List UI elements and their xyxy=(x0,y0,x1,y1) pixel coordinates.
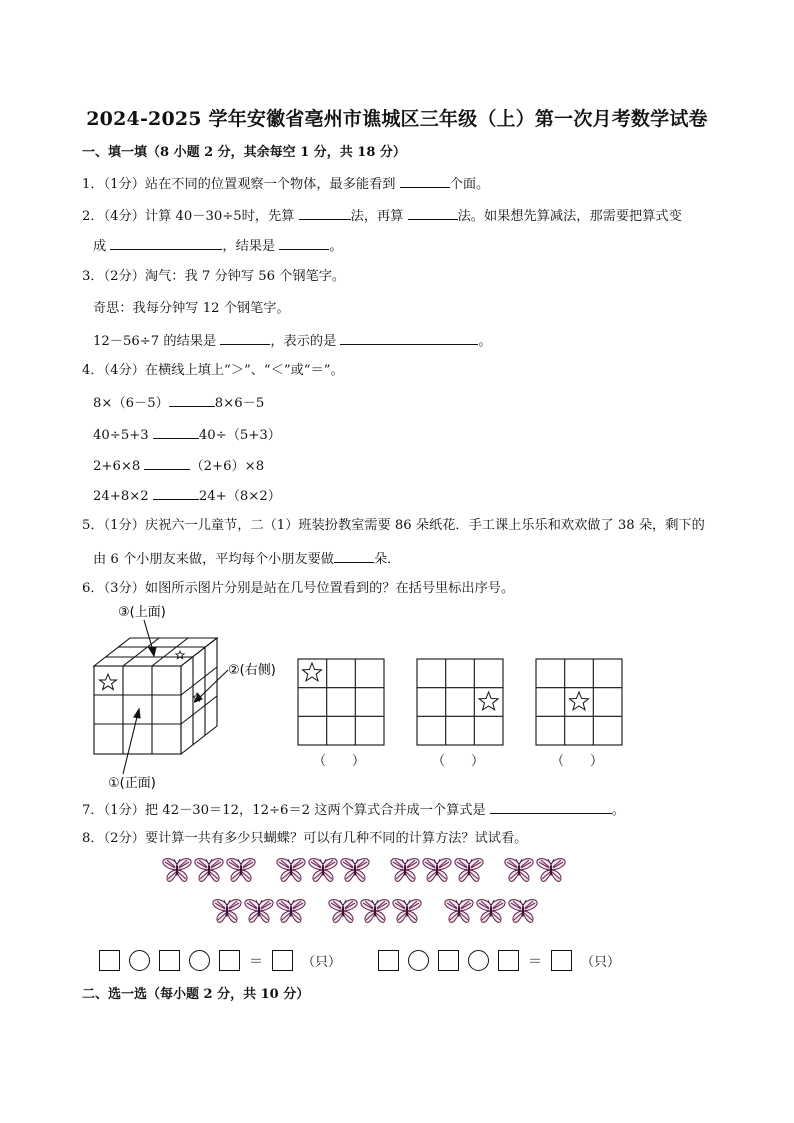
front-view-arrow xyxy=(123,713,138,774)
q5-text-c: 朵． xyxy=(373,552,401,567)
answer-box[interactable] xyxy=(378,950,399,971)
star-icon xyxy=(303,663,322,681)
answer-paren-1[interactable]: （ ） xyxy=(313,754,366,769)
q2-text-c: 法。如果想先算减法，那需要把算式变 xyxy=(457,209,682,224)
question-8: 8．（2分）要计算一共有多少只蝴蝶？可以有几种不同的计算方法？试试看。 xyxy=(82,831,528,846)
q3-blank-1[interactable] xyxy=(220,331,270,345)
equation-1 xyxy=(99,950,341,971)
butterfly-icon xyxy=(392,898,422,924)
q4-item xyxy=(93,425,281,445)
question-5: 5．（1分）庆祝六一儿童节，二（1）班装扮教室需要 86 朵纸花．手工课上乐乐和欢欢做了 38 朵，剩下的 xyxy=(82,518,705,533)
operator-circle[interactable] xyxy=(408,950,429,971)
q2-blank-2[interactable] xyxy=(408,206,458,220)
question-6: 6．（3分）如图所示图片分别是站在几号位置看到的？在括号里标出序号。 xyxy=(82,581,515,596)
butterfly-icon xyxy=(422,857,452,883)
right-view-arrow xyxy=(198,670,228,699)
q4-blank-4[interactable] xyxy=(153,486,199,500)
q4-blank-1[interactable] xyxy=(169,393,215,407)
butterfly-icon xyxy=(476,898,506,924)
q4-blank-2[interactable] xyxy=(153,425,199,439)
answer-box[interactable] xyxy=(99,950,120,971)
label-top-view: ③(上面) xyxy=(118,605,166,620)
equals-sign: ＝ xyxy=(528,953,542,970)
butterfly-icon xyxy=(444,898,474,924)
question-5-cont xyxy=(93,549,400,569)
q4-item xyxy=(93,486,281,506)
question-1 xyxy=(82,174,489,194)
q7-blank[interactable] xyxy=(490,800,612,814)
view-grid-1 xyxy=(297,658,387,748)
q3-text-c: 12－56÷7 的结果是 xyxy=(93,334,221,349)
butterfly-icon xyxy=(360,898,390,924)
q4-item xyxy=(93,393,264,413)
q4-item-3-left: 2+6×8 xyxy=(93,459,145,474)
question-2-cont xyxy=(93,236,343,256)
answer-box[interactable] xyxy=(438,950,459,971)
butterfly-icon xyxy=(276,898,306,924)
question-3: 3．（2分）淘气：我 7 分钟写 56 个钢笔字。 xyxy=(82,269,346,284)
q1-text-a: 1．（1分）站在不同的位置观察一个物体，最多能看到 xyxy=(82,177,400,192)
view-grid-2 xyxy=(416,658,506,748)
answer-box[interactable] xyxy=(272,950,293,971)
q5-text-b: 由 6 个小朋友来做，平均每个小朋友要做 xyxy=(93,552,334,567)
q2-text-e: ，结果是 xyxy=(222,239,280,254)
butterfly-icon xyxy=(194,857,224,883)
q2-text-b: 法，再算 xyxy=(350,209,408,224)
answer-box[interactable] xyxy=(498,950,519,971)
butterfly-icon xyxy=(276,857,306,883)
unit-label: （只） xyxy=(302,955,342,970)
operator-circle[interactable] xyxy=(468,950,489,971)
q4-blank-3[interactable] xyxy=(144,456,190,470)
equation-2 xyxy=(378,950,620,971)
star-icon xyxy=(479,692,498,710)
answer-box[interactable] xyxy=(219,950,240,971)
cube-front-face xyxy=(94,666,181,754)
question-3-line-3 xyxy=(93,331,492,351)
section-2-heading: 二、选一选（每小题 2 分，共 10 分） xyxy=(82,987,310,1002)
question-2 xyxy=(82,206,682,226)
question-7 xyxy=(82,800,625,820)
q4-item xyxy=(93,456,264,476)
question-4: 4．（4分）在横线上填上“＞”、“＜”或“＝”。 xyxy=(82,363,344,378)
q4-item-3-right: （2+6）×8 xyxy=(190,459,265,474)
operator-circle[interactable] xyxy=(189,950,210,971)
butterfly-icon xyxy=(390,857,420,883)
q7-text-a: 7．（1分）把 42－30＝12，12÷6＝2 这两个算式合并成一个算式是 xyxy=(82,803,490,818)
answer-paren-3[interactable]: （ ） xyxy=(551,754,604,769)
q4-item-2-right: 40÷（5+3） xyxy=(198,428,281,443)
q1-text-b: 个面。 xyxy=(449,177,490,192)
q2-blank-4[interactable] xyxy=(279,236,329,250)
q4-item-1-left: 8×（6－5） xyxy=(93,396,169,411)
q2-blank-1[interactable] xyxy=(299,206,351,220)
q7-text-b: 。 xyxy=(611,803,626,818)
section-1-heading: 一、填一填（8 小题 2 分，其余每空 1 分，共 18 分） xyxy=(82,145,406,160)
butterfly-icon xyxy=(162,857,192,883)
q4-item-2-left: 40÷5+3 xyxy=(93,428,153,443)
q2-blank-3[interactable] xyxy=(110,236,222,250)
q1-blank[interactable] xyxy=(400,174,450,188)
q3-blank-2[interactable] xyxy=(340,331,478,345)
q4-item-1-right: 8×6－5 xyxy=(214,396,265,411)
question-3-line-2: 奇思：我每分钟写 12 个钢笔字。 xyxy=(93,301,290,316)
q2-text-d: 成 xyxy=(93,239,111,254)
butterfly-icon xyxy=(340,857,370,883)
cube-figure xyxy=(82,598,292,794)
answer-box[interactable] xyxy=(159,950,180,971)
view-grid-3 xyxy=(535,658,625,748)
butterfly-icon xyxy=(454,857,484,883)
butterfly-icon xyxy=(212,898,242,924)
butterfly-row-2 xyxy=(212,898,550,924)
q4-item-4-left: 24+8×2 xyxy=(93,489,153,504)
q2-text-a: 2．（4分）计算 40－30÷5时，先算 xyxy=(82,209,299,224)
star-icon xyxy=(100,674,117,690)
label-right-view: ②(右侧) xyxy=(228,663,276,678)
butterfly-icon xyxy=(328,898,358,924)
answer-paren-2[interactable]: （ ） xyxy=(432,754,485,769)
butterfly-icon xyxy=(504,857,534,883)
butterfly-icon xyxy=(308,857,338,883)
q3-text-e: 。 xyxy=(478,334,492,349)
answer-box[interactable] xyxy=(551,950,572,971)
unit-label: （只） xyxy=(581,955,621,970)
q3-text-d: ，表示的是 xyxy=(270,334,341,349)
star-icon xyxy=(570,692,589,710)
butterfly-icon xyxy=(536,857,566,883)
butterfly-icon xyxy=(226,857,256,883)
operator-circle[interactable] xyxy=(129,950,150,971)
butterfly-row-1 xyxy=(162,857,578,883)
label-front-view: ①(正面) xyxy=(108,776,156,791)
q2-text-f: 。 xyxy=(329,239,343,254)
equals-sign: ＝ xyxy=(249,953,263,970)
page-title: 2024-2025 学年安徽省亳州市谯城区三年级（上）第一次月考数学试卷 xyxy=(86,108,708,130)
butterfly-icon xyxy=(508,898,538,924)
q4-item-4-right: 24+（8×2） xyxy=(198,489,281,504)
q5-blank[interactable] xyxy=(334,549,374,563)
butterfly-icon xyxy=(244,898,274,924)
